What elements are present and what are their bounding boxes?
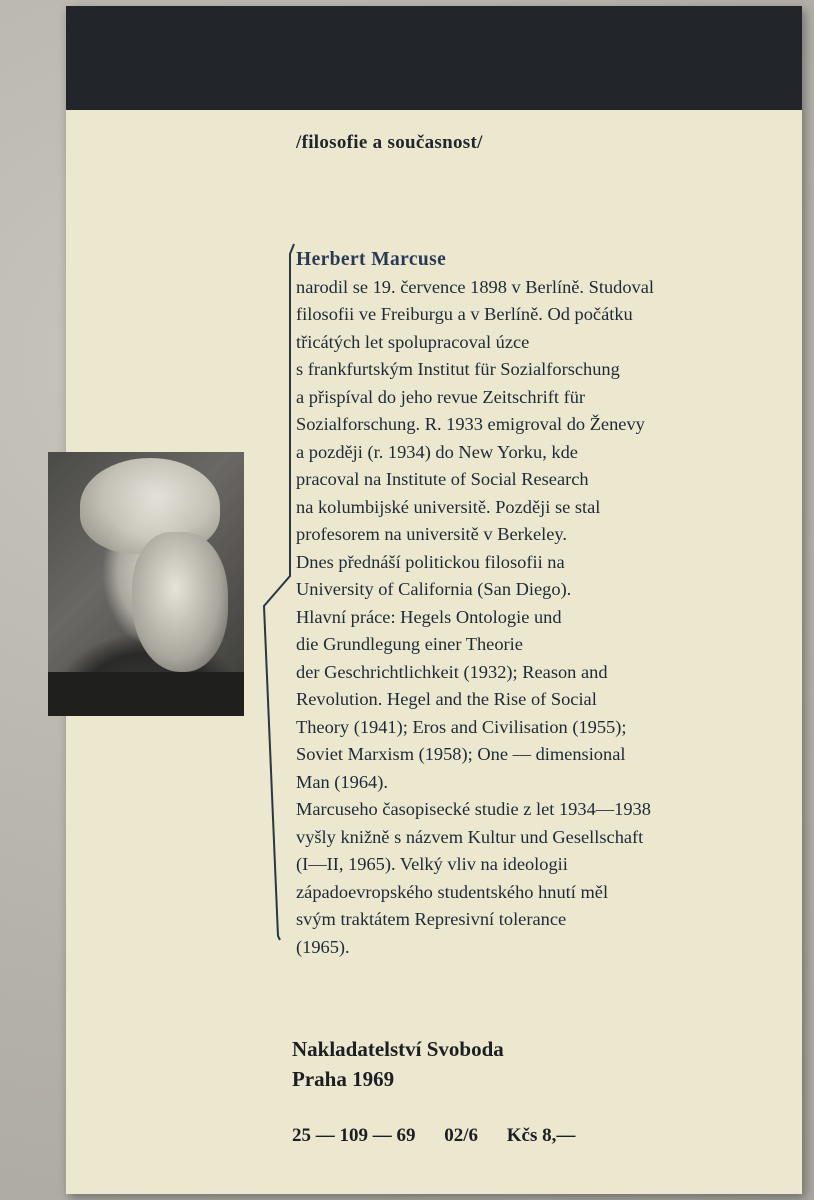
bio-line: Marcuseho časopisecké studie z let 1934—1938 (296, 799, 651, 819)
bio-line: (I—II, 1965). Velký vliv na ideologii (296, 854, 568, 874)
imprint-codes (292, 1125, 599, 1147)
publisher-place-year: Praha 1969 (292, 1067, 395, 1091)
bio-line: Dnes přednáší politickou filosofii na (296, 551, 565, 572)
bio-line: Soviet Marxism (1958); One — dimensional (296, 744, 626, 764)
portrait-face (132, 532, 228, 672)
bio-line: profesorem na universitě v Berkeley. (296, 524, 567, 544)
bio-line: západoevropského studentského hnutí měl (296, 881, 609, 902)
bio-line: Theory (1941); Eros and Civilisation (1955); (296, 716, 627, 737)
bio-line: třicátých let spolupracoval úzce (296, 331, 530, 352)
series-title: /filosofie a současnost/ (296, 132, 483, 153)
author-bio (296, 246, 796, 961)
publisher-name: Nakladatelství Svoboda (292, 1037, 504, 1061)
catalog-number: 25 — 109 — 69 (292, 1125, 416, 1146)
bio-line: University of California (San Diego). (296, 579, 572, 599)
price: Kčs 8,— (506, 1125, 576, 1146)
portrait-collar (48, 672, 244, 716)
bio-line: svým traktátem Represivní tolerance (296, 909, 567, 929)
bio-line: Hlavní práce: Hegels Ontologie und (296, 606, 562, 627)
bio-line: Sozialforschung. R. 1933 emigroval do Ženevy (296, 414, 645, 434)
bio-line: narodil se 19. července 1898 v Berlíně. Studoval (296, 276, 655, 297)
author-name: Herbert Marcuse (296, 249, 447, 270)
bio-line: filosofii ve Freiburgu a v Berlíně. Od počátku (296, 304, 633, 324)
bio-line: der Geschrichtlichkeit (1932); Reason and (296, 661, 608, 682)
author-portrait-photo (48, 452, 244, 716)
book-back-cover (66, 6, 802, 1194)
publisher-block (292, 1034, 504, 1094)
bio-line: a přispíval do jeho revue Zeitschrift für (296, 386, 586, 407)
bio-line: na kolumbijské universitě. Později se stal (296, 496, 601, 517)
bio-line: a později (r. 1934) do New Yorku, kde (296, 441, 578, 462)
bio-line: pracoval na Institute of Social Research (296, 469, 589, 489)
bio-line: Revolution. Hegel and the Rise of Social (296, 689, 597, 709)
bio-line: s frankfurtským Institut für Sozialforschung (296, 359, 620, 379)
bio-line: Man (1964). (296, 771, 388, 792)
bio-line: die Grundlegung einer Theorie (296, 634, 523, 654)
bio-line: vyšly knižně s názvem Kultur und Gesellschaft (296, 826, 644, 847)
bio-line: (1965). (296, 936, 350, 957)
classification-code: 02/6 (444, 1125, 479, 1146)
